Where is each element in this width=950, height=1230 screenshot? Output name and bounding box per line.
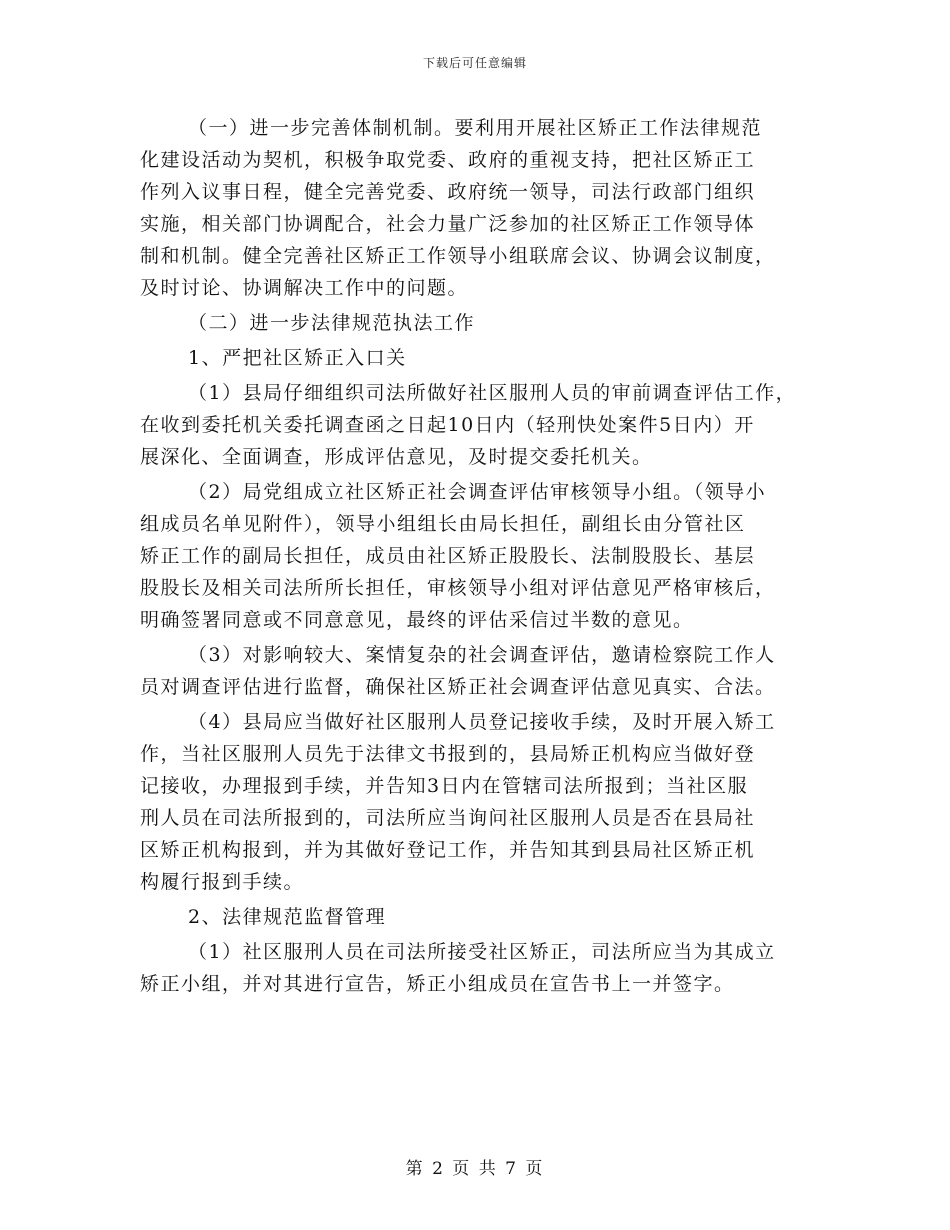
paragraph-line: 股股长及相关司法所所长担任，审核领导小组对评估意见严格审核后， <box>140 577 776 599</box>
paragraph-line: 构履行报到手续。 <box>140 871 305 893</box>
subsection-heading: 2、法律规范监督管理 <box>188 906 387 928</box>
page-header: 下载后可任意编辑 <box>422 56 527 70</box>
paragraph-line: 作，当社区服刑人员先于法律文书报到的，县局矫正机构应当做好登 <box>140 743 756 765</box>
paragraph-line: 作列入议事日程，健全完善党委、政府统一领导，司法行政部门组织 <box>140 181 756 203</box>
paragraph-line: （2）局党组成立社区矫正社会调查评估审核领导小组。（领导小 <box>188 481 767 503</box>
paragraph-line: 矫正小组，并对其进行宣告，矫正小组成员在宣告书上一并签字。 <box>140 973 735 995</box>
paragraph-line: 展深化、全面调查，形成评估意见，及时提交委托机关。 <box>140 446 653 468</box>
paragraph-line: 化建设活动为契机，积极争取党委、政府的重视支持，把社区矫正工 <box>140 149 756 171</box>
paragraph-line: （3）对影响较大、案情复杂的社会调查评估，邀请检察院工作人 <box>188 644 776 666</box>
paragraph-line: 制和机制。健全完善社区矫正工作领导小组联席会议、协调会议制度， <box>140 245 776 267</box>
paragraph-line: （1）社区服刑人员在司法所接受社区矫正，司法所应当为其成立 <box>188 941 776 963</box>
paragraph-line: 刑人员在司法所报到的，司法所应当询问社区服刑人员是否在县局社 <box>140 807 756 829</box>
paragraph-line: （1）县局仔细组织司法所做好社区服刑人员的审前调查评估工作， <box>188 382 797 404</box>
section-heading: （二）进一步法律规范执法工作 <box>188 312 476 334</box>
paragraph-line: 员对调查评估进行监督，确保社区矫正社会调查评估意见真实、合法。 <box>140 676 776 698</box>
paragraph-line: 实施，相关部门协调配合，社会力量广泛参加的社区矫正工作领导体 <box>140 213 756 235</box>
paragraph-line: 矫正工作的副局长担任，成员由社区矫正股股长、法制股股长、基层 <box>140 545 756 567</box>
paragraph-line: 在收到委托机关委托调查函之日起10日内（轻刑快处案件5日内）开 <box>140 414 755 436</box>
paragraph-line: （一）进一步完善体制机制。要利用开展社区矫正工作法律规范 <box>188 117 763 139</box>
paragraph-line: 组成员名单见附件），领导小组组长由局长担任，副组长由分管社区 <box>140 513 746 535</box>
paragraph-line: 区矫正机构报到，并为其做好登记工作，并告知其到县局社区矫正机 <box>140 839 756 861</box>
paragraph-line: 明确签署同意或不同意意见，最终的评估采信过半数的意见。 <box>140 609 694 631</box>
paragraph-line: 记接收，办理报到手续，并告知3日内在管辖司法所报到；当社区服 <box>140 775 749 797</box>
page-number-footer: 第 2 页 共 7 页 <box>405 1159 545 1179</box>
paragraph-line: （4）县局应当做好社区服刑人员登记接收手续，及时开展入矫工 <box>188 711 776 733</box>
subsection-heading: 1、严把社区矫正入口关 <box>188 347 407 369</box>
document-body <box>140 112 830 1000</box>
paragraph-line: 及时讨论、协调解决工作中的问题。 <box>140 277 469 299</box>
